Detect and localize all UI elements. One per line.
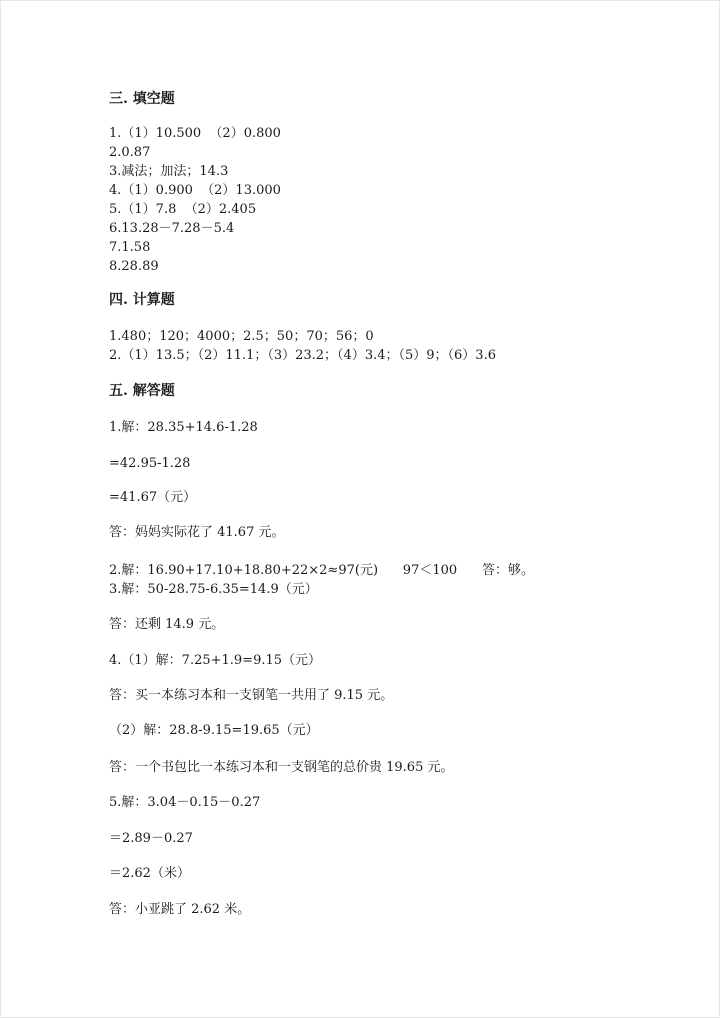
section-5-line-8: 4.（1）解：7.25+1.9=9.15（元） xyxy=(109,653,322,668)
section-3-answer-2: 2.0.87 xyxy=(109,145,151,160)
section-5-line-5: 2.解：16.90+17.10+18.80+22×2≈97(元) 97＜100 答：够。 xyxy=(109,563,534,578)
section-3-answer-5: 5.（1）7.8 （2）2.405 xyxy=(109,202,257,217)
section-5-line-12: 5.解：3.04－0.15－0.27 xyxy=(109,795,261,810)
section-5-line-2: =42.95-1.28 xyxy=(109,456,191,471)
section-5-heading: 五. 解答题 xyxy=(109,383,175,399)
section-5-line-10: （2）解：28.8-9.15=19.65（元） xyxy=(109,723,319,738)
section-5-line-6: 3.解：50-28.75-6.35=14.9（元） xyxy=(109,582,318,597)
section-3-heading: 三. 填空题 xyxy=(109,91,175,107)
section-3-answer-8: 8.28.89 xyxy=(109,259,159,274)
section-5-line-7: 答：还剩 14.9 元。 xyxy=(109,617,225,632)
section-5-line-13: ＝2.89－0.27 xyxy=(109,831,193,846)
section-3-answer-7: 7.1.58 xyxy=(109,240,151,255)
section-5-line-15: 答：小亚跳了 2.62 米。 xyxy=(109,902,251,917)
section-5-line-11: 答：一个书包比一本练习本和一支钢笔的总价贵 19.65 元。 xyxy=(109,760,454,775)
section-5-line-14: ＝2.62（米） xyxy=(109,866,190,881)
section-5-line-4: 答：妈妈实际花了 41.67 元。 xyxy=(109,525,285,540)
section-3-answer-3: 3.减法；加法；14.3 xyxy=(109,164,229,179)
section-5-line-9: 答：买一本练习本和一支钢笔一共用了 9.15 元。 xyxy=(109,688,394,703)
section-4-heading: 四. 计算题 xyxy=(109,292,175,308)
section-4-answer-1: 1.480；120；4000；2.5；50；70；56；0 xyxy=(109,329,374,344)
section-5-line-3: =41.67（元） xyxy=(109,490,197,505)
section-5-line-1: 1.解：28.35+14.6-1.28 xyxy=(109,420,258,435)
section-4-answer-2: 2.（1）13.5；（2）11.1；（3）23.2；（4）3.4；（5）9；（6）3.6 xyxy=(109,348,496,363)
section-3-answer-1: 1.（1）10.500 （2）0.800 xyxy=(109,126,281,141)
section-3-answer-4: 4.（1）0.900 （2）13.000 xyxy=(109,183,281,198)
section-3-answer-6: 6.13.28－7.28－5.4 xyxy=(109,221,235,236)
